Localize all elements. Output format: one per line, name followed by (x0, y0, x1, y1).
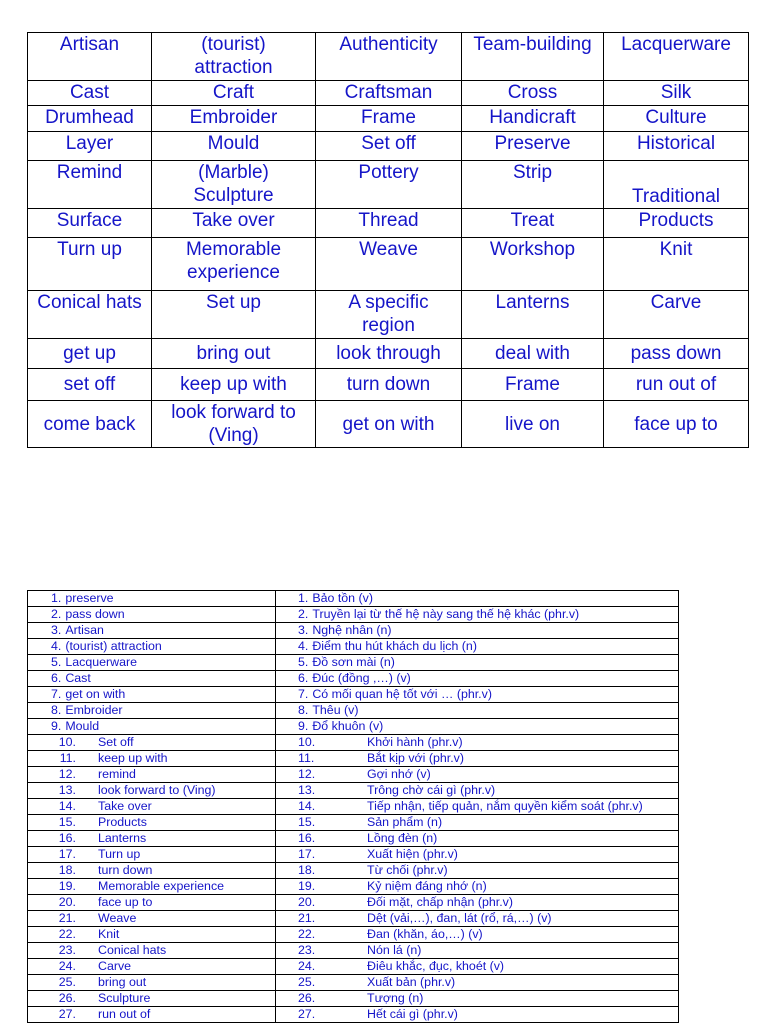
vocab-row (28, 132, 749, 161)
vocab-cell: Cross (462, 81, 604, 106)
glossary-vietnamese-cell (276, 927, 679, 943)
glossary-vietnamese-cell (276, 895, 679, 911)
glossary-english-cell (28, 943, 276, 959)
glossary-vietnamese-meaning: Xuất hiện (phr.v) (367, 847, 458, 861)
glossary-vietnamese-meaning: Trông chờ cái gì (phr.v) (367, 783, 496, 797)
vocab-cell: (Marble) Sculpture (152, 161, 316, 209)
glossary-vietnamese-meaning: Điểm thu hút khách du lịch (n) (312, 639, 477, 653)
glossary-row (28, 735, 679, 751)
glossary-row (28, 943, 679, 959)
glossary-row (28, 863, 679, 879)
glossary-english-term: Lanterns (98, 831, 147, 845)
glossary-row (28, 751, 679, 767)
vocab-cell: get up (28, 339, 152, 369)
vocab-cell: Frame (462, 369, 604, 401)
glossary-english-term: Conical hats (98, 943, 167, 957)
glossary-english-term: Turn up (98, 847, 141, 861)
glossary-vietnamese-cell (276, 879, 679, 895)
glossary-english-cell (28, 767, 276, 783)
glossary-english-cell (28, 735, 276, 751)
glossary-english-term: Carve (98, 959, 132, 973)
glossary-number: 21. (298, 911, 316, 925)
glossary-number: 23. (58, 943, 76, 957)
vocab-cell: Turn up (28, 238, 152, 291)
glossary-number: 10. (298, 735, 316, 749)
glossary-number: 7. (298, 687, 309, 701)
glossary-vietnamese-meaning: Gợi nhớ (v) (367, 767, 431, 781)
glossary-english-cell (28, 831, 276, 847)
glossary-english-term: Memorable experience (98, 879, 225, 893)
vocab-cell: come back (28, 401, 152, 448)
glossary-number: 9. (298, 719, 309, 733)
glossary-vietnamese-meaning: Đan (khăn, áo,…) (v) (367, 927, 483, 941)
glossary-vietnamese-cell (276, 847, 679, 863)
glossary-row (28, 607, 679, 623)
glossary-vietnamese-cell (276, 783, 679, 799)
vocab-cell: Thread (316, 209, 462, 238)
glossary-vietnamese-meaning: Xuất bản (phr.v) (367, 975, 456, 989)
glossary-english-term: Sculpture (98, 991, 151, 1005)
vocab-cell: Conical hats (28, 291, 152, 339)
glossary-vietnamese-cell (276, 607, 679, 623)
glossary-row (28, 719, 679, 735)
vocab-cell: pass down (604, 339, 749, 369)
glossary-row (28, 815, 679, 831)
glossary-number: 13. (58, 783, 76, 797)
glossary-english-cell (28, 719, 276, 735)
glossary-vietnamese-meaning: Nón lá (n) (367, 943, 422, 957)
glossary-vietnamese-cell (276, 799, 679, 815)
glossary-english-term: run out of (98, 1007, 151, 1021)
vocab-cell: Workshop (462, 238, 604, 291)
glossary-number: 24. (58, 959, 76, 973)
vocab-cell: Set up (152, 291, 316, 339)
glossary-row (28, 799, 679, 815)
glossary-vietnamese-cell (276, 815, 679, 831)
glossary-english-term: face up to (98, 895, 153, 909)
glossary-english-term: Set off (98, 735, 134, 749)
vocab-row (28, 33, 749, 81)
glossary-vietnamese-meaning: Sản phẩm (n) (367, 815, 443, 829)
glossary-row (28, 591, 679, 607)
vocab-cell: Team-building (462, 33, 604, 81)
glossary-english-term: keep up with (98, 751, 168, 765)
glossary-english-cell (28, 783, 276, 799)
glossary-number: 18. (298, 863, 316, 877)
vocab-cell: Craftsman (316, 81, 462, 106)
glossary-number: 27. (58, 1007, 76, 1021)
glossary-number: 6. (51, 671, 62, 685)
glossary-vietnamese-meaning: Hết cái gì (phr.v) (367, 1007, 458, 1021)
glossary-english-cell (28, 607, 276, 623)
glossary-number: 11. (298, 751, 315, 765)
glossary-english-cell (28, 687, 276, 703)
vocab-cell: Culture (604, 106, 749, 132)
glossary-vietnamese-cell (276, 1007, 679, 1023)
vocab-cell: Layer (28, 132, 152, 161)
glossary-vietnamese-cell (276, 863, 679, 879)
vocab-cell: set off (28, 369, 152, 401)
vocabulary-grid-body (28, 33, 749, 448)
glossary-english-term: bring out (98, 975, 147, 989)
vocab-cell: Treat (462, 209, 604, 238)
glossary-number: 22. (298, 927, 316, 941)
vocab-cell: look through (316, 339, 462, 369)
glossary-english-cell (28, 655, 276, 671)
glossary-english-term: Mould (65, 719, 100, 733)
glossary-number: 1. (298, 591, 309, 605)
vocab-cell: Strip (462, 161, 604, 209)
glossary-number: 1. (51, 591, 62, 605)
glossary-english-term: Embroider (65, 703, 123, 717)
glossary-row (28, 975, 679, 991)
glossary-vietnamese-meaning: Kỷ niệm đáng nhớ (n) (367, 879, 487, 893)
glossary-vietnamese-meaning: Thêu (v) (312, 703, 359, 717)
vocab-cell: live on (462, 401, 604, 448)
glossary-number: 25. (298, 975, 316, 989)
glossary-number: 2. (51, 607, 62, 621)
glossary-vietnamese-meaning: Bảo tồn (v) (312, 591, 373, 605)
glossary-table-body (28, 591, 679, 1023)
glossary-number: 12. (58, 767, 76, 781)
glossary-english-term: preserve (65, 591, 114, 605)
vocab-cell: Drumhead (28, 106, 152, 132)
vocab-cell: Take over (152, 209, 316, 238)
glossary-vietnamese-cell (276, 687, 679, 703)
glossary-english-cell (28, 671, 276, 687)
glossary-row (28, 783, 679, 799)
glossary-vietnamese-meaning: Có mối quan hệ tốt với … (phr.v) (312, 687, 492, 701)
glossary-english-cell (28, 991, 276, 1007)
glossary-vietnamese-meaning: Từ chối (phr.v) (367, 863, 448, 877)
glossary-vietnamese-cell (276, 591, 679, 607)
glossary-number: 8. (298, 703, 309, 717)
glossary-vietnamese-meaning: Điêu khắc, đục, khoét (v) (367, 959, 505, 973)
vocab-cell: Products (604, 209, 749, 238)
glossary-number: 26. (298, 991, 316, 1005)
vocab-cell: turn down (316, 369, 462, 401)
vocab-cell: Knit (604, 238, 749, 291)
glossary-english-term: Cast (65, 671, 91, 685)
glossary-number: 13. (298, 783, 316, 797)
glossary-number: 14. (298, 799, 316, 813)
glossary-vietnamese-cell (276, 751, 679, 767)
vocabulary-grid (27, 32, 749, 448)
glossary-row (28, 847, 679, 863)
vocab-row (28, 291, 749, 339)
vocab-row (28, 106, 749, 132)
glossary-number: 3. (51, 623, 62, 637)
glossary-english-term: Artisan (65, 623, 104, 637)
glossary-vietnamese-meaning: Nghệ nhân (n) (312, 623, 392, 637)
glossary-vietnamese-cell (276, 975, 679, 991)
glossary-vietnamese-cell (276, 959, 679, 975)
glossary-row (28, 879, 679, 895)
vocab-cell: Weave (316, 238, 462, 291)
vocab-cell: deal with (462, 339, 604, 369)
glossary-number: 11. (59, 751, 76, 765)
vocab-cell: Historical (604, 132, 749, 161)
glossary-vietnamese-meaning: Tượng (n) (367, 991, 424, 1005)
glossary-english-cell (28, 591, 276, 607)
glossary-number: 27. (298, 1007, 316, 1021)
glossary-number: 5. (51, 655, 62, 669)
glossary-vietnamese-meaning: Đổ khuôn (v) (312, 719, 384, 733)
glossary-vietnamese-meaning: Bắt kịp với (phr.v) (367, 751, 464, 765)
glossary-english-term: Take over (98, 799, 152, 813)
glossary-number: 7. (51, 687, 62, 701)
vocab-cell: Craft (152, 81, 316, 106)
glossary-row (28, 911, 679, 927)
vocab-row (28, 339, 749, 369)
glossary-vietnamese-cell (276, 735, 679, 751)
glossary-english-cell (28, 895, 276, 911)
vocab-row (28, 161, 749, 209)
glossary-number: 16. (58, 831, 76, 845)
vocab-cell: Silk (604, 81, 749, 106)
glossary-row (28, 687, 679, 703)
glossary-row (28, 927, 679, 943)
glossary-number: 19. (298, 879, 316, 893)
vocab-cell: Pottery (316, 161, 462, 209)
glossary-english-term: Products (98, 815, 147, 829)
glossary-row (28, 991, 679, 1007)
glossary-number: 4. (51, 639, 62, 653)
glossary-english-cell (28, 639, 276, 655)
glossary-english-cell (28, 1007, 276, 1023)
glossary-row (28, 623, 679, 639)
glossary-number: 15. (58, 815, 76, 829)
glossary-english-term: Knit (98, 927, 120, 941)
vocab-row (28, 401, 749, 448)
glossary-number: 22. (58, 927, 76, 941)
glossary-vietnamese-meaning: Đúc (đồng ,…) (v) (312, 671, 411, 685)
vocab-cell: Authenticity (316, 33, 462, 81)
glossary-english-term: pass down (65, 607, 125, 621)
glossary-english-term: Lacquerware (65, 655, 137, 669)
vocab-row (28, 369, 749, 401)
vocab-cell: Memorable experience (152, 238, 316, 291)
glossary-number: 8. (51, 703, 62, 717)
vocab-row (28, 238, 749, 291)
vocab-row (28, 81, 749, 106)
glossary-english-cell (28, 975, 276, 991)
glossary-number: 20. (298, 895, 316, 909)
glossary-vietnamese-cell (276, 911, 679, 927)
vocab-cell: Handicraft (462, 106, 604, 132)
vocab-cell: Surface (28, 209, 152, 238)
vocab-cell: Remind (28, 161, 152, 209)
glossary-number: 16. (298, 831, 316, 845)
glossary-table (27, 590, 679, 1023)
vocab-cell: Cast (28, 81, 152, 106)
glossary-number: 19. (58, 879, 76, 893)
glossary-vietnamese-cell (276, 831, 679, 847)
vocab-cell: Lanterns (462, 291, 604, 339)
glossary-vietnamese-cell (276, 767, 679, 783)
glossary-number: 21. (58, 911, 76, 925)
vocab-cell: Set off (316, 132, 462, 161)
glossary-english-cell (28, 879, 276, 895)
vocab-cell: Frame (316, 106, 462, 132)
glossary-vietnamese-meaning: Truyền lại từ thế hệ này sang thế hệ khác (phr.v) (312, 607, 580, 621)
glossary-number: 15. (298, 815, 316, 829)
glossary-vietnamese-cell (276, 639, 679, 655)
vocab-cell: Lacquerware (604, 33, 749, 81)
glossary-number: 17. (298, 847, 316, 861)
glossary-english-cell (28, 959, 276, 975)
vocab-cell: A specific region (316, 291, 462, 339)
vocab-cell: Artisan (28, 33, 152, 81)
glossary-row (28, 671, 679, 687)
glossary-number: 6. (298, 671, 309, 685)
glossary-row (28, 959, 679, 975)
glossary-english-term: get on with (65, 687, 126, 701)
glossary-vietnamese-cell (276, 943, 679, 959)
vocab-row (28, 209, 749, 238)
glossary-vietnamese-cell (276, 623, 679, 639)
glossary-vietnamese-cell (276, 671, 679, 687)
glossary-number: 12. (298, 767, 316, 781)
glossary-english-term: remind (98, 767, 136, 781)
glossary-number: 18. (58, 863, 76, 877)
vocab-cell: Mould (152, 132, 316, 161)
glossary-english-cell (28, 927, 276, 943)
vocab-cell: (tourist) attraction (152, 33, 316, 81)
vocab-cell: look forward to (Ving) (152, 401, 316, 448)
vocab-cell: keep up with (152, 369, 316, 401)
glossary-number: 3. (298, 623, 309, 637)
glossary-row (28, 831, 679, 847)
vocab-cell: Carve (604, 291, 749, 339)
vocab-cell: get on with (316, 401, 462, 448)
glossary-vietnamese-cell (276, 655, 679, 671)
glossary-english-cell (28, 703, 276, 719)
glossary-number: 2. (298, 607, 309, 621)
glossary-number: 26. (58, 991, 76, 1005)
glossary-row (28, 639, 679, 655)
glossary-vietnamese-cell (276, 703, 679, 719)
glossary-number: 23. (298, 943, 316, 957)
vocab-cell: bring out (152, 339, 316, 369)
glossary-row (28, 1007, 679, 1023)
glossary-vietnamese-meaning: Đối mặt, chấp nhận (phr.v) (367, 895, 514, 909)
glossary-english-term: Weave (98, 911, 137, 925)
glossary-number: 20. (58, 895, 76, 909)
vocab-cell: Embroider (152, 106, 316, 132)
glossary-english-cell (28, 751, 276, 767)
vocab-cell: Preserve (462, 132, 604, 161)
glossary-english-term: (tourist) attraction (65, 639, 162, 653)
glossary-number: 14. (58, 799, 76, 813)
vocab-cell: run out of (604, 369, 749, 401)
glossary-vietnamese-cell (276, 719, 679, 735)
glossary-number: 24. (298, 959, 316, 973)
glossary-row (28, 655, 679, 671)
glossary-number: 10. (58, 735, 76, 749)
glossary-vietnamese-meaning: Tiếp nhận, tiếp quản, nắm quyền kiểm soát (phr.v) (367, 799, 643, 813)
glossary-number: 25. (58, 975, 76, 989)
glossary-english-term: turn down (98, 863, 153, 877)
glossary-vietnamese-cell (276, 991, 679, 1007)
glossary-vietnamese-meaning: Lồng đèn (n) (367, 831, 438, 845)
glossary-vietnamese-meaning: Dệt (vải,…), đan, lát (rổ, rá,…) (v) (367, 911, 552, 925)
glossary-row (28, 767, 679, 783)
glossary-row (28, 895, 679, 911)
glossary-english-cell (28, 863, 276, 879)
glossary-english-cell (28, 911, 276, 927)
glossary-english-cell (28, 799, 276, 815)
glossary-row (28, 703, 679, 719)
glossary-english-cell (28, 847, 276, 863)
glossary-english-cell (28, 623, 276, 639)
glossary-number: 9. (51, 719, 62, 733)
glossary-number: 17. (58, 847, 76, 861)
glossary-vietnamese-meaning: Đồ sơn mài (n) (312, 655, 395, 669)
vocab-cell: Traditional (604, 161, 749, 209)
glossary-vietnamese-meaning: Khởi hành (phr.v) (367, 735, 463, 749)
vocab-cell: face up to (604, 401, 749, 448)
glossary-number: 5. (298, 655, 309, 669)
glossary-number: 4. (298, 639, 309, 653)
glossary-english-cell (28, 815, 276, 831)
glossary-english-term: look forward to (Ving) (98, 783, 216, 797)
